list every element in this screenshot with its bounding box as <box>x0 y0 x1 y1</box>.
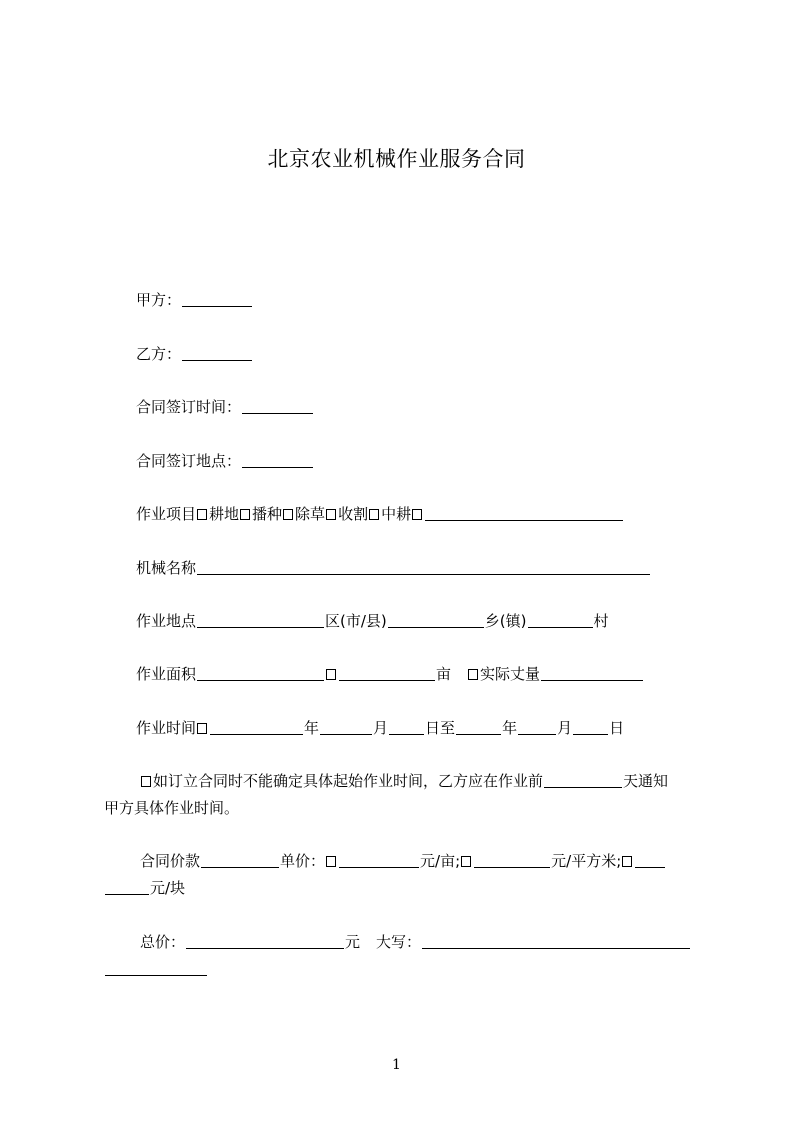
notice-text-c: 甲方具体作业时间。 <box>104 799 240 817</box>
end-month-label: 月 <box>557 719 573 737</box>
party-a-blank[interactable] <box>182 292 252 307</box>
price-label: 合同价款 <box>140 852 201 870</box>
checkbox-area-mu[interactable] <box>326 669 336 680</box>
actual-measure-blank[interactable] <box>541 666 643 681</box>
area-blank[interactable] <box>197 666 324 681</box>
checkbox-notice[interactable] <box>141 776 151 787</box>
party-a-label: 甲方： <box>136 291 182 309</box>
area-label: 作业面积 <box>136 665 197 683</box>
option-weeding: 除草 <box>295 505 326 523</box>
party-b-blank[interactable] <box>182 346 252 361</box>
start-day-to-label: 日至 <box>425 719 456 737</box>
per-mu-blank[interactable] <box>339 853 419 868</box>
machine-row <box>136 559 651 577</box>
document-title: 北京农业机械作业服务合同 <box>267 147 526 171</box>
work-items-label: 作业项目 <box>136 505 197 523</box>
sign-place-label: 合同签订地点： <box>136 452 242 470</box>
actual-measure-label: 实际丈量 <box>480 665 541 683</box>
start-year-blank[interactable] <box>210 720 303 735</box>
option-sowing: 播种 <box>252 505 283 523</box>
option-cultivating: 中耕 <box>381 505 412 523</box>
area-row <box>136 665 644 683</box>
district-label: 区(市/县) <box>325 612 387 630</box>
sign-time-label: 合同签订时间： <box>136 398 242 416</box>
location-label: 作业地点 <box>136 612 197 630</box>
location-row <box>136 612 609 630</box>
end-day-label: 日 <box>609 719 625 737</box>
machine-label: 机械名称 <box>136 559 197 577</box>
notice-row-2 <box>104 799 239 817</box>
per-block-blank-a[interactable] <box>635 853 665 868</box>
village-label: 村 <box>593 612 609 630</box>
unit-price-label: 单价： <box>280 852 326 870</box>
start-month-label: 月 <box>373 719 389 737</box>
per-block-label: 元/块 <box>150 879 186 897</box>
sign-place-row <box>136 452 314 470</box>
checkbox-other[interactable] <box>412 509 422 520</box>
notice-text-b: 天通知 <box>623 772 669 790</box>
end-year-label: 年 <box>502 719 518 737</box>
per-sqm-blank[interactable] <box>474 853 550 868</box>
checkbox-harvesting[interactable] <box>326 509 336 520</box>
district-blank[interactable] <box>197 613 324 628</box>
checkbox-sowing[interactable] <box>240 509 250 520</box>
sign-place-blank[interactable] <box>242 453 313 468</box>
village-blank[interactable] <box>528 613 593 628</box>
price-row-1 <box>140 852 666 870</box>
price-row-2 <box>104 879 185 897</box>
notice-row-1 <box>140 772 668 790</box>
party-b-row <box>136 345 253 363</box>
total-row-1 <box>140 933 691 951</box>
party-b-label: 乙方： <box>136 345 182 363</box>
per-sqm-label: 元/平方米; <box>551 852 622 870</box>
sign-time-row <box>136 398 314 416</box>
checkbox-per-mu[interactable] <box>326 856 336 867</box>
checkbox-plowing[interactable] <box>197 509 207 520</box>
option-harvesting: 收割 <box>338 505 369 523</box>
notice-days-blank[interactable] <box>544 773 622 788</box>
area-mu-blank[interactable] <box>339 666 435 681</box>
total-amount-blank[interactable] <box>186 934 344 949</box>
sign-time-blank[interactable] <box>242 399 313 414</box>
checkbox-time[interactable] <box>197 723 207 734</box>
party-a-row <box>136 291 253 309</box>
uppercase-blank-b[interactable] <box>105 961 207 976</box>
work-items-row <box>136 505 624 523</box>
total-yuan-label: 元 <box>345 933 361 951</box>
checkbox-actual-measure[interactable] <box>468 669 478 680</box>
per-block-blank-b[interactable] <box>105 880 149 895</box>
time-label: 作业时间 <box>136 719 197 737</box>
start-year-label: 年 <box>304 719 320 737</box>
uppercase-label: 大写： <box>376 933 422 951</box>
machine-name-blank[interactable] <box>197 560 650 575</box>
start-day-blank[interactable] <box>389 720 424 735</box>
town-label: 乡(镇) <box>484 612 527 630</box>
page-number: 1 <box>392 1057 401 1073</box>
per-mu-label: 元/亩; <box>420 852 461 870</box>
time-row <box>136 719 624 737</box>
checkbox-per-sqm[interactable] <box>461 856 471 867</box>
town-blank[interactable] <box>388 613 484 628</box>
uppercase-blank-a[interactable] <box>422 934 690 949</box>
end-year-blank[interactable] <box>456 720 501 735</box>
price-blank[interactable] <box>201 853 279 868</box>
total-label: 总价： <box>140 933 186 951</box>
end-day-blank[interactable] <box>573 720 608 735</box>
checkbox-per-block[interactable] <box>622 856 632 867</box>
start-month-blank[interactable] <box>320 720 372 735</box>
end-month-blank[interactable] <box>518 720 556 735</box>
checkbox-cultivating[interactable] <box>369 509 379 520</box>
option-plowing: 耕地 <box>209 505 240 523</box>
unit-mu-label: 亩 <box>436 665 452 683</box>
total-row-2 <box>104 960 208 978</box>
notice-text-a: 如订立合同时不能确定具体起始作业时间，乙方应在作业前 <box>153 772 544 790</box>
work-items-other-blank[interactable] <box>425 506 623 521</box>
checkbox-weeding[interactable] <box>283 509 293 520</box>
